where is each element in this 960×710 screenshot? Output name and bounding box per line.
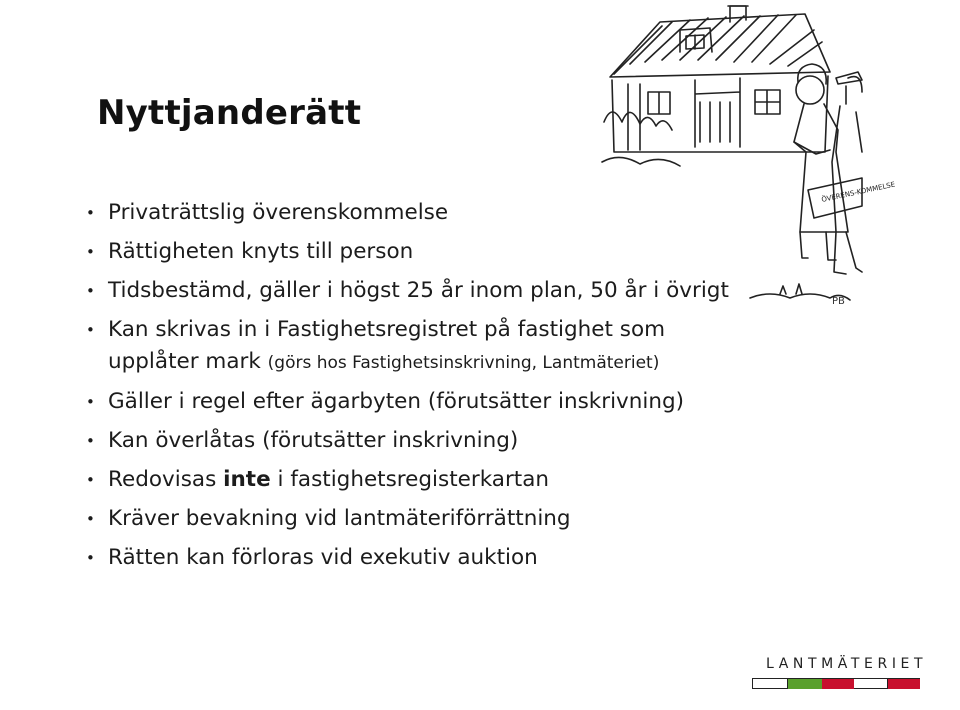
list-item: • Tidsbestämd, gäller i högst 25 år inom plan, 50 år i övrigt [86,278,729,303]
signature: PB [832,296,845,307]
list-item: • Redovisas inte i fastighetsregisterkartan [86,467,550,492]
list-item: • Kan överlåtas (förutsätter inskrivning) [86,428,519,453]
bullet-list [80,197,840,581]
list-item: • Kräver bevakning vid lantmäteriförrättning [86,506,571,531]
logo-color-bar [752,678,920,689]
list-item: • Kan skrivas in i Fastighetsregistret på fastighet som upplåter mark (görs hos Fastighetsinskrivning, Lantmäteriet) [86,317,666,374]
logo-text: LANTMÄTERIET [766,656,928,672]
list-item: • Gäller i regel efter ägarbyten (förutsätter inskrivning) [86,389,685,414]
slide-title: Nyttjanderätt [97,93,362,133]
lantmateriet-logo [752,656,928,690]
list-item: • Privaträttslig överenskommelse [86,200,449,225]
list-item: • Rätten kan förloras vid exekutiv auktion [86,545,538,570]
sign-text: ÖVERENS-KOMMELSE [820,180,896,204]
list-item: • Rättigheten knyts till person [86,239,414,264]
